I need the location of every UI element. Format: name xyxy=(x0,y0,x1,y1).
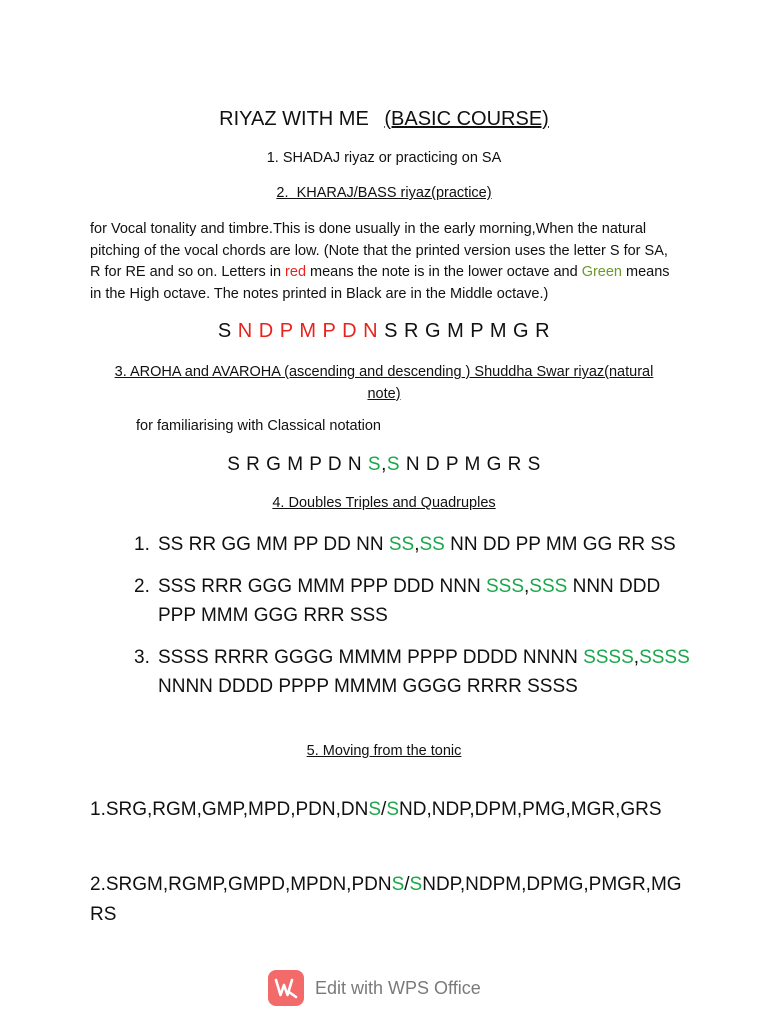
section-2-number: 2. xyxy=(276,185,289,201)
wps-logo-icon xyxy=(268,970,304,1006)
edit-with-wps-button[interactable] xyxy=(268,968,481,1008)
list-item-high-sa: SS xyxy=(419,534,445,555)
aroha-separator: , xyxy=(381,454,387,475)
tonic-pattern-1-ascending: 1.SRG,RGM,GMP,MPD,PDN,DN xyxy=(90,799,369,820)
edit-with-wps-label: Edit with WPS Office xyxy=(315,977,481,998)
list-item-separator: , xyxy=(414,534,420,555)
section-2-label: KHARAJ xyxy=(296,185,354,201)
list-item-separator: , xyxy=(524,575,530,597)
section-2-heading xyxy=(0,185,768,201)
list-item xyxy=(134,572,694,631)
section-1-heading xyxy=(0,150,768,166)
tonic-pattern-2-high-sa: S xyxy=(409,874,423,895)
document-title xyxy=(0,108,768,131)
kharaj-notes-start: S xyxy=(217,320,232,342)
tonic-pattern-1-high-sa: S xyxy=(386,799,400,820)
list-item-text xyxy=(158,572,694,631)
section-4-heading: 4. Doubles Triples and Quadruples xyxy=(272,495,496,511)
kharaj-notes-lower-octave: N D P M P D N xyxy=(237,320,379,342)
section-3-description: for familiarising with Classical notation xyxy=(136,418,381,434)
list-item-ascending: SSSS RRRR GGGG MMMM PPPP DDDD NNNN xyxy=(158,646,584,668)
list-item-descending: NNNN DDDD PPPP MMMM GGGG RRRR SSSS xyxy=(158,676,578,697)
tonic-pattern-2-ascending: 2.SRGM,RGMP,GMPD,MPDN,PDN xyxy=(90,874,392,895)
tonic-pattern-1-high-sa: S xyxy=(368,799,382,820)
aroha-high-sa: S xyxy=(367,454,382,475)
list-item-descending: NN DD PP MM GG RR SS xyxy=(444,534,676,555)
list-item-high-sa: SSS xyxy=(485,575,524,597)
section-1-number: 1. xyxy=(266,150,279,166)
list-item-number: 3. xyxy=(134,646,150,668)
tonic-pattern-1-separator: / xyxy=(381,799,387,820)
intro-part-3: means in the High octave. The notes printed in Black are in the Middle octave.) xyxy=(90,264,670,303)
section-2-rest: /BASS riyaz(practice) xyxy=(353,185,492,201)
list-item-ascending: SSS RRR GGG MMM PPP DDD NNN xyxy=(158,575,486,597)
list-item-number: 2. xyxy=(134,575,150,597)
aroha-notes: S R G M P D N xyxy=(227,454,368,475)
tonic-pattern-2 xyxy=(90,870,685,929)
title-main: RIYAZ WITH ME xyxy=(219,108,369,130)
kharaj-notes xyxy=(0,320,768,343)
tonic-pattern-2-descending: NDP,NDPM,DPMG,PMGR,MGRS xyxy=(90,874,682,925)
avaroha-high-sa: S xyxy=(386,454,401,475)
intro-part-2: means the note is in the lower octave and xyxy=(306,264,582,281)
list-item-high-sa: SS xyxy=(388,534,415,555)
list-item-separator: , xyxy=(633,646,640,668)
tonic-pattern-2-separator: / xyxy=(404,874,410,895)
list-item xyxy=(134,530,694,560)
aroha-avaroha-notes xyxy=(0,454,768,476)
intro-paragraph xyxy=(90,219,680,306)
title-course: (BASIC COURSE) xyxy=(384,108,549,130)
intro-red-word: red xyxy=(285,264,307,281)
intro-green-word: Green xyxy=(581,264,622,281)
list-item-number: 1. xyxy=(134,534,150,555)
list-item-text xyxy=(158,530,676,560)
list-item-text xyxy=(158,643,694,702)
list-item-high-sa: SSSS xyxy=(583,646,634,668)
list-item xyxy=(134,643,694,702)
section-1-label: SHADAJ riyaz xyxy=(282,150,375,166)
doubles-triples-list xyxy=(134,530,694,714)
tonic-pattern-1 xyxy=(90,799,662,821)
tonic-pattern-2-high-sa: S xyxy=(391,874,405,895)
section-3-heading: 3. AROHA and AVAROHA (ascending and descending ) Shuddha Swar riyaz(natural note) xyxy=(114,364,654,402)
list-item-high-sa: SSS xyxy=(529,575,568,597)
tonic-pattern-1-descending: ND,NDP,DPM,PMG,MGR,GRS xyxy=(399,799,662,820)
avaroha-notes: N D P M G R S xyxy=(400,454,541,475)
list-item-descending: NNN DDD PPP MMM GGG RRR SSS xyxy=(158,575,661,626)
intro-part-1: for Vocal tonality and timbre.This is done usually in the early morning,When the natural pitching of the vocal chords are low. (Note that the printed version uses the letter S for SA, R for RE and so on. Letters in xyxy=(90,221,668,281)
kharaj-notes-middle: S R G M P M G R xyxy=(384,320,551,342)
list-item-ascending: SS RR GG MM PP DD NN xyxy=(158,534,389,555)
list-item-high-sa: SSSS xyxy=(639,646,690,668)
section-5-heading: 5. Moving from the tonic xyxy=(306,743,462,759)
section-1-rest: or practicing on SA xyxy=(374,150,502,166)
